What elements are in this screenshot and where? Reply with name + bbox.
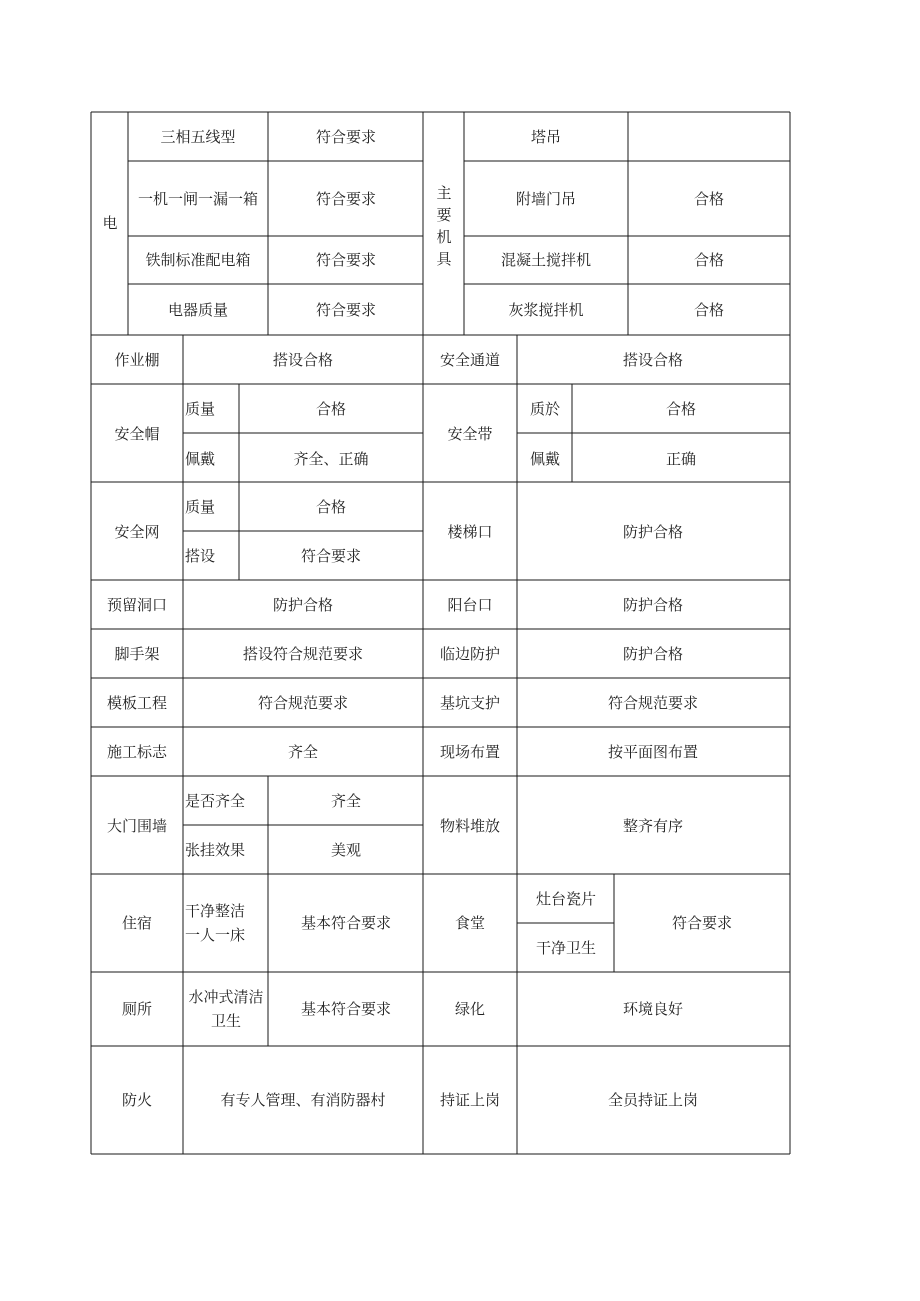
electric-result: 符合要求 — [315, 251, 377, 269]
certified-label: 持证上岗 — [439, 1091, 501, 1109]
row-right-value: 防护合格 — [622, 645, 684, 663]
work-shed-value: 搭设合格 — [272, 351, 334, 369]
net-value: 合格 — [315, 498, 347, 516]
belt-value: 正确 — [665, 450, 697, 468]
row-left-label: 预留洞口 — [106, 596, 168, 614]
machinery-item: 灰浆搅拌机 — [508, 301, 584, 319]
machinery-result: 合格 — [693, 301, 725, 319]
row-right-value: 符合规范要求 — [607, 694, 699, 712]
fire-value: 有专人管理、有消防器村 — [220, 1091, 386, 1109]
machinery-header: 主要机具 — [436, 184, 452, 268]
dormitory-label: 住宿 — [121, 914, 153, 932]
gate-value: 齐全 — [330, 792, 362, 810]
row-right-label: 基坑支护 — [439, 694, 501, 712]
electric-result: 符合要求 — [315, 128, 377, 146]
electric-item: 一机一闸一漏一箱 — [137, 190, 259, 208]
dormitory-value: 基本符合要求 — [300, 914, 392, 932]
helmet-value: 齐全、正确 — [293, 450, 369, 468]
canteen-value: 符合要求 — [671, 914, 733, 932]
net-label: 安全网 — [114, 523, 160, 541]
toilet-label: 厕所 — [121, 1000, 153, 1018]
electric-result: 符合要求 — [315, 190, 377, 208]
canteen-item: 灶台瓷片 — [535, 890, 597, 908]
materials-label: 物料堆放 — [439, 817, 501, 835]
electric-result: 符合要求 — [315, 301, 377, 319]
gate-label: 大门围墙 — [106, 817, 168, 835]
net-value: 符合要求 — [300, 547, 362, 565]
electric-item: 电器质量 — [167, 301, 229, 319]
row-right-label: 现场布置 — [439, 743, 501, 761]
gate-item: 是否齐全 — [185, 792, 246, 810]
machinery-result: 合格 — [693, 251, 725, 269]
row-left-label: 施工标志 — [106, 743, 168, 761]
helmet-label: 安全帽 — [114, 425, 160, 443]
row-left-value: 防护合格 — [272, 596, 334, 614]
belt-label: 安全带 — [447, 425, 493, 443]
toilet-value: 基本符合要求 — [300, 1000, 392, 1018]
electric-item: 铁制标准配电箱 — [145, 251, 251, 269]
row-left-value: 搭设符合规范要求 — [242, 645, 364, 663]
gate-value: 美观 — [330, 841, 362, 859]
certified-value: 全员持证上岗 — [607, 1091, 699, 1109]
work-shed-label: 作业棚 — [114, 351, 160, 369]
row-left-value: 符合规范要求 — [257, 694, 349, 712]
row-left-value: 齐全 — [287, 743, 319, 761]
greening-value: 环境良好 — [622, 1000, 684, 1018]
row-right-value: 按平面图布置 — [607, 743, 699, 761]
machinery-item: 附墙门吊 — [515, 190, 577, 208]
helmet-item: 质量 — [185, 400, 216, 418]
helmet-item: 佩戴 — [185, 450, 216, 468]
row-right-value: 防护合格 — [622, 596, 684, 614]
canteen-item: 干净卫生 — [535, 939, 597, 957]
dormitory-item: 干净整洁一人一床 — [185, 902, 246, 944]
greening-label: 绿化 — [454, 1000, 486, 1018]
safe-passage-value: 搭设合格 — [622, 351, 684, 369]
net-item: 质量 — [185, 498, 216, 516]
row-right-label: 阳台口 — [447, 596, 493, 614]
electric-header: 电 — [102, 214, 118, 232]
stairwell-label: 楼梯口 — [447, 523, 493, 541]
gate-item: 张挂效果 — [185, 841, 246, 859]
row-right-label: 临边防护 — [439, 645, 501, 663]
stairwell-value: 防护合格 — [622, 523, 684, 541]
row-left-label: 脚手架 — [114, 645, 160, 663]
toilet-item: 水冲式清洁卫生 — [188, 988, 264, 1030]
materials-value: 整齐有序 — [622, 817, 684, 835]
belt-item: 佩戴 — [530, 450, 561, 468]
belt-item: 质於 — [530, 400, 561, 418]
net-item: 搭设 — [185, 547, 216, 565]
fire-label: 防火 — [121, 1091, 153, 1109]
electric-item: 三相五线型 — [160, 128, 236, 146]
belt-value: 合格 — [665, 400, 697, 418]
canteen-label: 食堂 — [454, 914, 486, 932]
machinery-result: 合格 — [693, 190, 725, 208]
row-left-label: 模板工程 — [106, 694, 168, 712]
machinery-item: 塔吊 — [530, 128, 562, 146]
machinery-item: 混凝土搅拌机 — [500, 251, 592, 269]
helmet-value: 合格 — [315, 400, 347, 418]
safe-passage-label: 安全通道 — [439, 351, 501, 369]
